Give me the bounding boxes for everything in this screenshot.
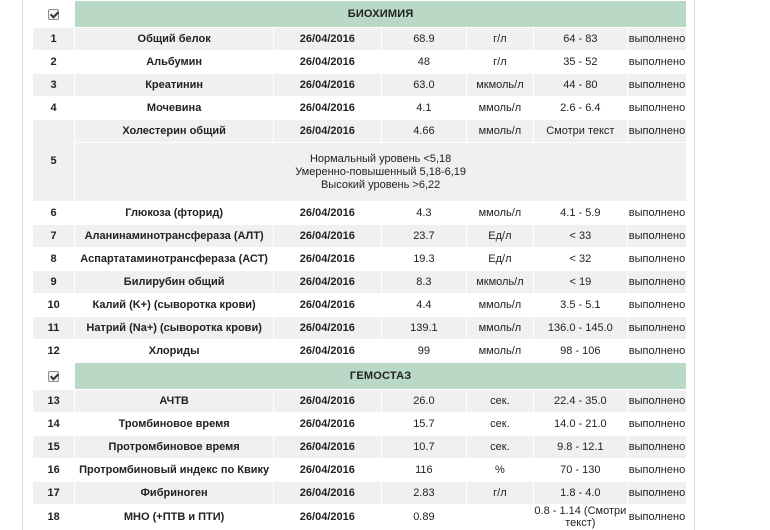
row-number: 16 <box>33 459 74 481</box>
test-status: выполнено <box>628 413 686 435</box>
reference-range-text: < 33 <box>569 230 592 242</box>
row-number: 8 <box>33 248 74 270</box>
test-unit: сек. <box>467 436 533 458</box>
test-date: 26/04/2016 <box>274 340 381 362</box>
row-number: 4 <box>33 97 74 119</box>
test-status: выполнено <box>628 505 686 529</box>
reference-range <box>534 459 627 481</box>
row-number: 12 <box>33 340 74 362</box>
row-number: 15 <box>33 436 74 458</box>
test-name: Холестерин общий <box>75 120 273 142</box>
test-name: Билирубин общий <box>75 271 273 293</box>
test-name: Фибриноген <box>75 482 273 504</box>
reference-range-text: 136.0 - 145.0 <box>547 322 613 334</box>
section-checkbox[interactable] <box>48 9 59 20</box>
reference-range <box>534 74 627 96</box>
table-row <box>33 340 686 362</box>
test-date: 26/04/2016 <box>274 436 381 458</box>
test-unit: мкмоль/л <box>467 74 533 96</box>
section-header <box>33 1 686 27</box>
section-header <box>33 363 686 389</box>
test-date: 26/04/2016 <box>274 482 381 504</box>
reference-range <box>534 120 627 142</box>
test-unit: мкмоль/л <box>467 271 533 293</box>
test-value: 4.1 <box>382 97 467 119</box>
test-name: МНО (+ПТВ и ПТИ) <box>75 505 273 529</box>
test-unit: г/л <box>467 28 533 50</box>
test-unit: г/л <box>467 482 533 504</box>
test-unit: г/л <box>467 51 533 73</box>
test-name: Креатинин <box>75 74 273 96</box>
reference-range-text: 1.8 - 4.0 <box>560 487 601 499</box>
test-date: 26/04/2016 <box>274 97 381 119</box>
row-number: 3 <box>33 74 74 96</box>
table-row <box>33 271 686 293</box>
note-line: Умеренно-повышенный 5,18-6,19 <box>295 165 467 178</box>
test-status: выполнено <box>628 120 686 142</box>
test-name: Натрий (Na+) (сыворотка крови) <box>75 317 273 339</box>
row-number: 18 <box>33 505 74 529</box>
test-value: 15.7 <box>382 413 467 435</box>
section-checkbox-cell[interactable] <box>33 363 74 389</box>
reference-range-text: 4.1 - 5.9 <box>560 207 601 219</box>
table-row <box>33 120 686 142</box>
test-unit: ммоль/л <box>467 294 533 316</box>
reference-range-text: 14.0 - 21.0 <box>554 418 607 430</box>
test-date: 26/04/2016 <box>274 248 381 270</box>
reference-range-text: 35 - 52 <box>563 56 598 68</box>
section-checkbox[interactable] <box>48 371 59 382</box>
reference-range-text: 0.8 - 1.14 (Смотри текст) <box>534 505 627 529</box>
test-unit: ммоль/л <box>467 120 533 142</box>
reference-range <box>534 482 627 504</box>
table-row <box>33 317 686 339</box>
test-status: выполнено <box>628 317 686 339</box>
test-unit: ммоль/л <box>467 97 533 119</box>
row-number: 13 <box>33 390 74 412</box>
row-number: 11 <box>33 317 74 339</box>
reference-range <box>534 436 627 458</box>
reference-range <box>534 390 627 412</box>
test-value: 63.0 <box>382 74 467 96</box>
test-value: 8.3 <box>382 271 467 293</box>
test-date: 26/04/2016 <box>274 51 381 73</box>
reference-range-text: 98 - 106 <box>560 345 601 357</box>
reference-range-text: 44 - 80 <box>563 79 598 91</box>
test-date: 26/04/2016 <box>274 74 381 96</box>
test-status: выполнено <box>628 248 686 270</box>
test-value: 4.66 <box>382 120 467 142</box>
test-status: выполнено <box>628 28 686 50</box>
test-date: 26/04/2016 <box>274 120 381 142</box>
table-row <box>33 248 686 270</box>
test-status: выполнено <box>628 202 686 224</box>
test-value: 48 <box>382 51 467 73</box>
test-date: 26/04/2016 <box>274 390 381 412</box>
test-unit <box>467 505 533 529</box>
table-row <box>33 97 686 119</box>
reference-range-text: Смотри текст <box>546 125 615 137</box>
reference-range <box>534 271 627 293</box>
test-unit: Ед/л <box>467 248 533 270</box>
table-row <box>33 28 686 50</box>
test-name: Аспартатаминотрансфераза (АСТ) <box>75 248 273 270</box>
test-date: 26/04/2016 <box>274 294 381 316</box>
test-name: Глюкоза (фторид) <box>75 202 273 224</box>
row-number: 1 <box>33 28 74 50</box>
table-row <box>33 459 686 481</box>
test-value: 2.83 <box>382 482 467 504</box>
test-value: 99 <box>382 340 467 362</box>
test-unit: ммоль/л <box>467 202 533 224</box>
test-value: 19.3 <box>382 248 467 270</box>
test-status: выполнено <box>628 97 686 119</box>
test-date: 26/04/2016 <box>274 28 381 50</box>
test-status: выполнено <box>628 51 686 73</box>
test-name: Мочевина <box>75 97 273 119</box>
reference-range <box>534 202 627 224</box>
test-name: АЧТВ <box>75 390 273 412</box>
table-row <box>33 51 686 73</box>
test-date: 26/04/2016 <box>274 505 381 529</box>
table-row <box>33 390 686 412</box>
row-number: 17 <box>33 482 74 504</box>
test-unit: Ед/л <box>467 225 533 247</box>
test-value: 10.7 <box>382 436 467 458</box>
row-number: 10 <box>33 294 74 316</box>
section-checkbox-cell[interactable] <box>33 1 74 27</box>
test-value: 116 <box>382 459 467 481</box>
reference-range-text: 3.5 - 5.1 <box>560 299 601 311</box>
test-date: 26/04/2016 <box>274 225 381 247</box>
reference-range <box>534 248 627 270</box>
note-line: Нормальный уровень <5,18 <box>309 152 452 165</box>
test-value: 26.0 <box>382 390 467 412</box>
reference-range-text: 70 - 130 <box>560 464 601 476</box>
table-row <box>33 482 686 504</box>
test-date: 26/04/2016 <box>274 317 381 339</box>
reference-range <box>534 505 627 529</box>
test-date: 26/04/2016 <box>274 271 381 293</box>
row-number: 6 <box>33 202 74 224</box>
reference-range <box>534 413 627 435</box>
reference-range <box>534 340 627 362</box>
reference-range-text: 9.8 - 12.1 <box>557 441 604 453</box>
table-row <box>33 505 686 529</box>
test-name: Калий (K+) (сыворотка крови) <box>75 294 273 316</box>
reference-range <box>534 317 627 339</box>
test-name: Протромбиновый индекс по Квику <box>75 459 273 481</box>
note-cell <box>75 143 686 201</box>
test-status: выполнено <box>628 390 686 412</box>
results-body <box>33 1 686 529</box>
test-unit: сек. <box>467 413 533 435</box>
reference-range-text: 2.6 - 6.4 <box>560 102 601 114</box>
test-value: 139.1 <box>382 317 467 339</box>
reference-range <box>534 225 627 247</box>
reference-range-text: < 32 <box>569 253 592 265</box>
test-value: 23.7 <box>382 225 467 247</box>
test-status: выполнено <box>628 74 686 96</box>
table-row <box>33 436 686 458</box>
table-row <box>33 294 686 316</box>
reference-range <box>534 51 627 73</box>
reference-range-text: 64 - 83 <box>563 33 598 45</box>
reference-range-text: < 19 <box>569 276 592 288</box>
results-table <box>32 0 687 530</box>
reference-range <box>534 28 627 50</box>
test-status: выполнено <box>628 340 686 362</box>
note-row <box>33 143 686 201</box>
table-row <box>33 413 686 435</box>
test-date: 26/04/2016 <box>274 459 381 481</box>
test-name: Общий белок <box>75 28 273 50</box>
test-status: выполнено <box>628 294 686 316</box>
test-name: Хлориды <box>75 340 273 362</box>
test-status: выполнено <box>628 459 686 481</box>
test-value: 4.3 <box>382 202 467 224</box>
test-unit: ммоль/л <box>467 317 533 339</box>
table-row <box>33 225 686 247</box>
test-value: 0.89 <box>382 505 467 529</box>
test-unit: ммоль/л <box>467 340 533 362</box>
test-status: выполнено <box>628 436 686 458</box>
reference-range <box>534 294 627 316</box>
test-unit: сек. <box>467 390 533 412</box>
test-name: Тромбиновое время <box>75 413 273 435</box>
reference-range-text: 22.4 - 35.0 <box>554 395 607 407</box>
test-value: 4.4 <box>382 294 467 316</box>
test-status: выполнено <box>628 271 686 293</box>
table-row <box>33 202 686 224</box>
test-name: Протромбиновое время <box>75 436 273 458</box>
reference-range <box>534 97 627 119</box>
test-value: 68.9 <box>382 28 467 50</box>
test-name: Альбумин <box>75 51 273 73</box>
row-number: 9 <box>33 271 74 293</box>
row-number: 7 <box>33 225 74 247</box>
row-number: 5 <box>33 120 74 201</box>
table-row <box>33 74 686 96</box>
section-title: БИОХИМИЯ <box>75 1 686 27</box>
row-number: 14 <box>33 413 74 435</box>
note-line: Высокий уровень >6,22 <box>320 178 441 191</box>
test-unit: % <box>467 459 533 481</box>
section-title: ГЕМОСТАЗ <box>75 363 686 389</box>
test-date: 26/04/2016 <box>274 202 381 224</box>
test-date: 26/04/2016 <box>274 413 381 435</box>
row-number: 2 <box>33 51 74 73</box>
test-name: Аланинаминотрансфераза (АЛТ) <box>75 225 273 247</box>
test-status: выполнено <box>628 225 686 247</box>
test-status: выполнено <box>628 482 686 504</box>
